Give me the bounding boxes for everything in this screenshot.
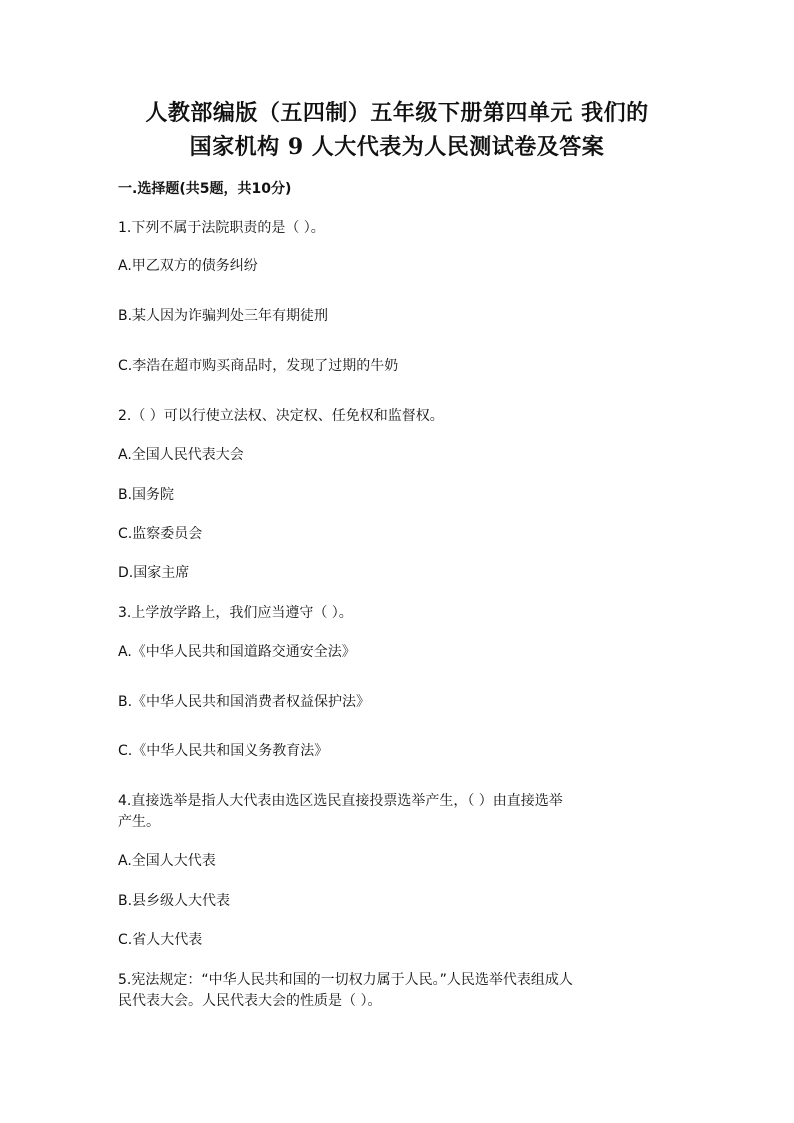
document-title-line-1: 人教部编版（五四制）五年级下册第四单元 我们的 (145, 100, 649, 126)
question-3-stem: 3.上学放学路上，我们应当遵守（ ）。 (118, 605, 353, 621)
question-2-stem: 2.（ ）可以行使立法权、决定权、任免权和监督权。 (118, 408, 444, 424)
question-2-option-b: B.国务院 (118, 487, 175, 503)
question-1-option-a: A.甲乙双方的债务纠纷 (118, 258, 258, 274)
document-title-line-2: 国家机构 9 人大代表为人民测试卷及答案 (189, 134, 605, 160)
section-heading: 一.选择题(共5题，共10分) (118, 181, 292, 197)
question-5-stem-line-1: 5.宪法规定：“中华人民共和国的一切权力属于人民。”人民选举代表组成人 (118, 972, 573, 988)
question-4-option-c: C.省人大代表 (118, 932, 203, 948)
question-2-option-a: A.全国人民代表大会 (118, 447, 244, 463)
question-1-stem: 1.下列不属于法院职责的是（ ）。 (118, 220, 325, 236)
question-4-option-b: B.县乡级人大代表 (118, 893, 231, 909)
question-1-option-b: B.某人因为诈骗判处三年有期徒刑 (118, 308, 329, 324)
question-4-stem-line-2: 产生。 (118, 814, 160, 830)
question-4-stem-line-1: 4.直接选举是指人大代表由选区选民直接投票选举产生，（ ）由直接选举 (118, 793, 563, 809)
question-4-option-a: A.全国人大代表 (118, 853, 216, 869)
question-2-option-d: D.国家主席 (118, 565, 190, 581)
question-3-option-c: C.《中华人民共和国义务教育法》 (118, 743, 329, 759)
question-3-option-a: A.《中华人民共和国道路交通安全法》 (118, 644, 356, 660)
question-3-option-b: B.《中华人民共和国消费者权益保护法》 (118, 694, 371, 710)
question-1-option-c: C.李浩在超市购买商品时，发现了过期的牛奶 (118, 358, 399, 374)
question-2-option-c: C.监察委员会 (118, 526, 203, 542)
question-5-stem-line-2: 民代表大会。人民代表大会的性质是（ ）。 (118, 993, 382, 1009)
